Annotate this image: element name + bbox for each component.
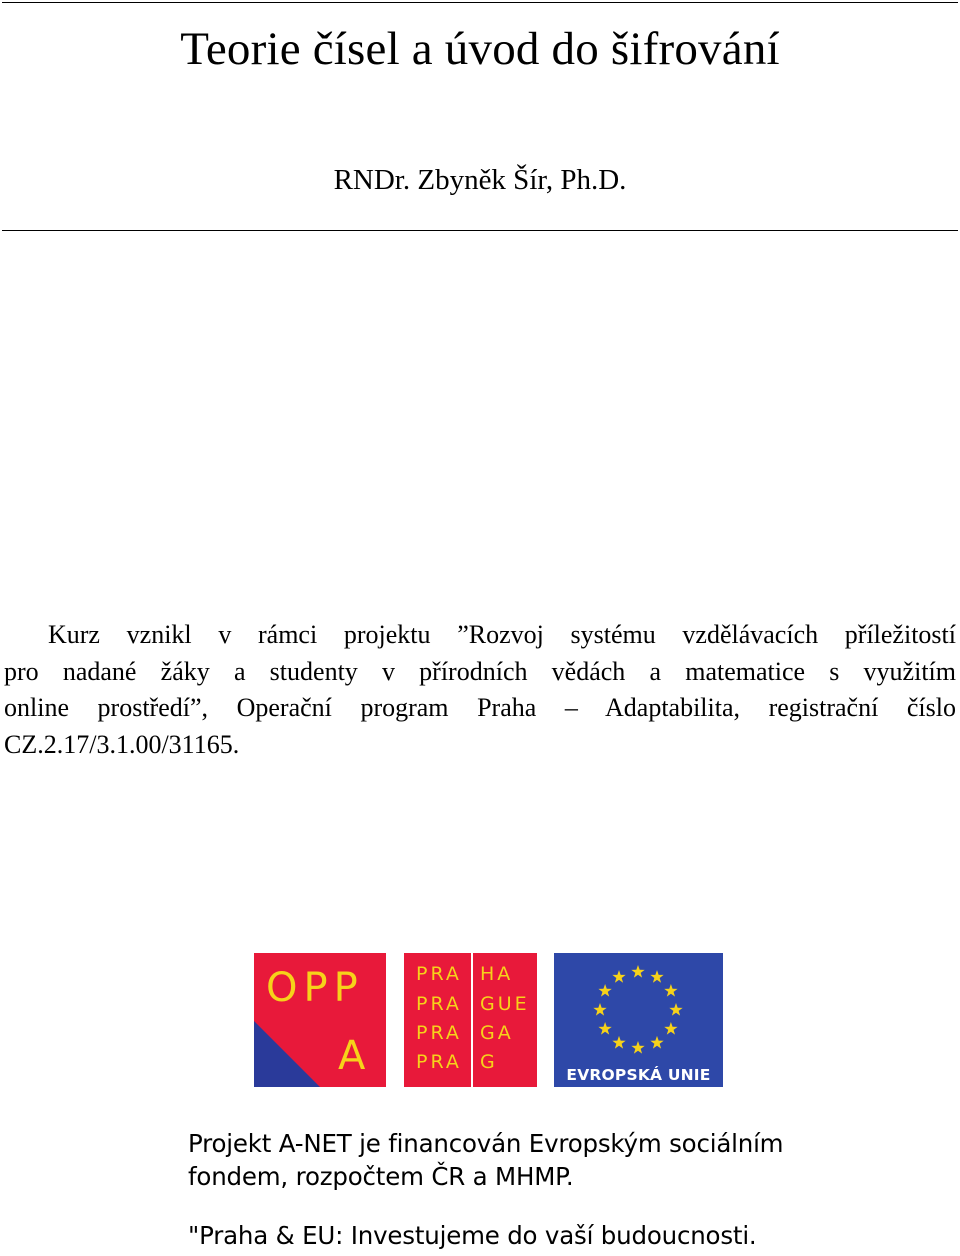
praha-logo-left-1: PRA — [416, 963, 462, 985]
motto: "Praha & EU: Investujeme do vaší budoucnosti. — [188, 1221, 757, 1250]
eu-star-icon — [650, 970, 663, 983]
funding-statement — [188, 1127, 783, 1193]
top-rule — [2, 2, 958, 3]
course-description — [4, 617, 956, 763]
course-line-4: CZ.2.17/3.1.00/31165. — [4, 729, 240, 759]
eu-star-icon — [631, 1041, 644, 1054]
eu-star-icon — [612, 970, 625, 983]
praha-logo-right-4: G — [480, 1051, 498, 1073]
eu-star-icon — [664, 1022, 677, 1035]
oppa-logo — [254, 953, 386, 1087]
eu-stars-icon — [554, 953, 723, 1063]
document-title: Teorie čísel a úvod do šifrování — [180, 23, 780, 75]
funding-line-1: Projekt A-NET je financován Evropským sociálním — [188, 1129, 784, 1158]
oppa-fold-shape — [254, 1021, 320, 1087]
praha-logo-right-3: GA — [480, 1022, 514, 1044]
eu-star-icon — [664, 984, 677, 997]
oppa-logo-text-bottom: A — [338, 1033, 372, 1079]
eu-star-icon — [598, 1022, 611, 1035]
eu-star-icon — [669, 1003, 682, 1016]
course-line-3: online prostředí”, Operační program Praha – Adaptabilita, registrační číslo — [4, 693, 956, 722]
praha-logo-left-2: PRA — [416, 993, 462, 1015]
header-rule — [2, 230, 958, 231]
eu-star-icon — [650, 1036, 663, 1049]
praha-logo-left-4: PRA — [416, 1051, 462, 1073]
eu-logo-label: EVROPSKÁ UNIE — [554, 1063, 723, 1087]
praha-logo-right-2: GUE — [480, 993, 530, 1015]
eu-star-icon — [612, 1036, 625, 1049]
eu-logo — [554, 953, 723, 1087]
course-line-2: pro nadané žáky a studenty v přírodních vědách a matematice s využitím — [4, 656, 956, 686]
author-name: RNDr. Zbyněk Šír, Ph.D. — [333, 164, 627, 196]
praha-logo-right-1: HA — [480, 963, 514, 985]
oppa-logo-text-top: OPP — [266, 965, 364, 1011]
funding-line-2: fondem, rozpočtem ČR a MHMP. — [188, 1162, 574, 1191]
eu-star-icon — [631, 965, 644, 978]
eu-star-icon — [593, 1003, 606, 1016]
eu-star-icon — [598, 984, 611, 997]
praha-logo-left-3: PRA — [416, 1022, 462, 1044]
praha-logo — [404, 953, 537, 1087]
course-line-1: Kurz vznikl v rámci projektu ”Rozvoj systému vzdělávacích příležitostí — [48, 620, 956, 649]
praha-logo-divider — [471, 953, 473, 1087]
